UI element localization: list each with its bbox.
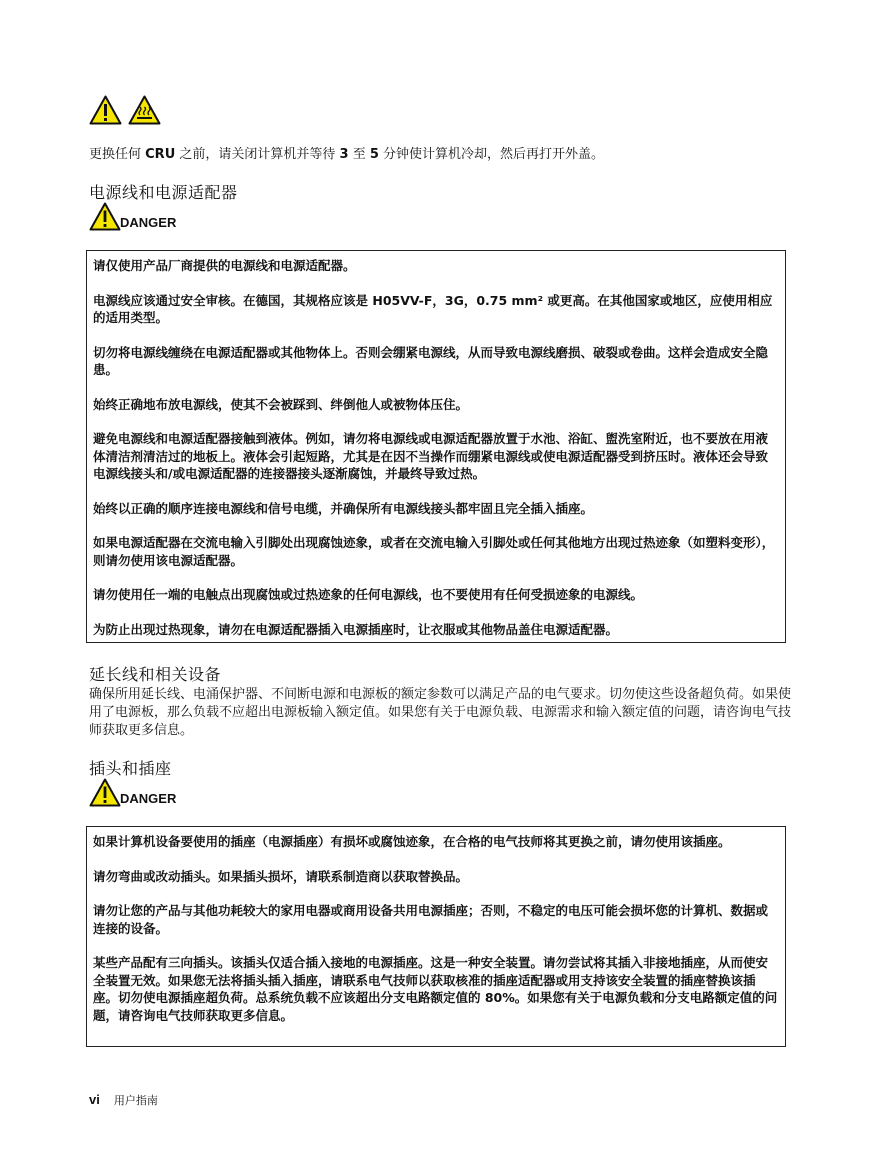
danger-paragraph: 始终以正确的顺序连接电源线和信号电缆，并确保所有电源线接头都牢固且完全插入插座。 [93, 500, 594, 516]
danger-paragraph: 请仅使用产品厂商提供的电源线和电源适配器。 [93, 258, 356, 273]
warning-icons [89, 95, 161, 125]
page-footer [89, 1092, 158, 1108]
book-title: 用户指南 [113, 1094, 158, 1107]
danger-paragraph: 如果电源适配器在交流电输入引脚处出现腐蚀迹象，或者在交流电输入引脚处或任何其他地方出现过热迹象（如塑料变形），则请勿使用该电源适配器。 [93, 535, 775, 568]
danger-paragraph: 请勿让您的产品与其他功耗较大的家用电器或商用设备共用电源插座；否则，不稳定的电压可能会损坏您的计算机、数据或连接的设备。 [93, 903, 769, 936]
page-number: vi [89, 1092, 100, 1107]
danger-paragraph: 电源线应该通过安全审核。在德国，其规格应该是 H05VV-F，3G，0.75 mm² 或更高。在其他国家或地区，应使用相应的适用类型。 [93, 292, 773, 325]
danger-box-power-cord [86, 250, 786, 643]
danger-label: DANGER [120, 215, 177, 230]
danger-paragraph: 避免电源线和电源适配器接触到液体。例如，请勿将电源线或电源适配器放置于水池、浴缸、盥洗室附近，也不要放在用液体清洁剂清洁过的地板上。液体会引起短路，尤其是在因不当操作而绷紧电源线或使电源适配器受到挤压时。液体还会导致电源线接头和/或电源适配器的连接器接头逐渐腐蚀，并最终导致过热。 [93, 431, 769, 481]
danger-paragraph: 请勿使用任一端的电触点出现腐蚀或过热迹象的任何电源线，也不要使用有任何受损迹象的电源线。 [93, 587, 644, 602]
danger-label: DANGER [120, 791, 177, 806]
intro-paragraph: 更换任何 CRU 之前，请关闭计算机并等待 3 至 5 分钟使计算机冷却，然后再打开外盖。 [89, 147, 605, 162]
danger-paragraph: 始终正确地布放电源线，使其不会被踩到、绊倒他人或被物体压住。 [93, 396, 469, 412]
danger-notice [89, 202, 176, 231]
warning-triangle-icon [89, 778, 121, 807]
warning-triangle-icon [89, 202, 121, 231]
hot-surface-warning-icon [128, 95, 161, 125]
danger-paragraph: 请勿弯曲或改动插头。如果插头损坏，请联系制造商以获取替换品。 [93, 868, 469, 884]
section-heading-plugs-outlets: 插头和插座 [89, 759, 172, 778]
cru-term: CRU [145, 147, 176, 162]
danger-paragraph: 为防止出现过热现象，请勿在电源适配器插入电源插座时，让衣服或其他物品盖住电源适配器。 [93, 621, 619, 637]
section-heading-extension-cords: 延长线和相关设备 [89, 665, 222, 684]
danger-paragraph: 某些产品配有三向插头。该插头仅适合插入接地的电源插座。这是一种安全装置。请勿尝试将其插入非接地插座，从而使安全装置无效。如果您无法将插头插入插座，请联系电气技师以获取核准的插座适配器或用支持该安全装置的插座替换该插座。切勿使电源插座超负荷。总系统负载不应该超出分支电路额定值的 80%。如果您有关于电源负载和分支电路额定值的问题，请咨询电气技师获取更多信息。 [93, 955, 778, 1023]
warning-triangle-icon [89, 95, 122, 125]
danger-box-plugs-outlets [86, 826, 786, 1047]
danger-notice [89, 778, 176, 807]
extension-cords-paragraph: 确保所用延长线、电涌保护器、不间断电源和电源板的额定参数可以满足产品的电气要求。切勿使这些设备超负荷。如果使用了电源板，那么负载不应超出电源板输入额定值。如果您有关于电源负载、电源需求和输入额定值的问题，请咨询电气技师获取更多信息。 [89, 687, 792, 738]
danger-paragraph: 如果计算机设备要使用的插座（电源插座）有损坏或腐蚀迹象，在合格的电气技师将其更换之前，请勿使用该插座。 [93, 834, 731, 849]
danger-paragraph: 切勿将电源线缠绕在电源适配器或其他物体上。否则会绷紧电源线，从而导致电源线磨损、破裂或卷曲。这样会造成安全隐患。 [93, 344, 769, 377]
section-heading-power-cord: 电源线和电源适配器 [89, 183, 238, 202]
